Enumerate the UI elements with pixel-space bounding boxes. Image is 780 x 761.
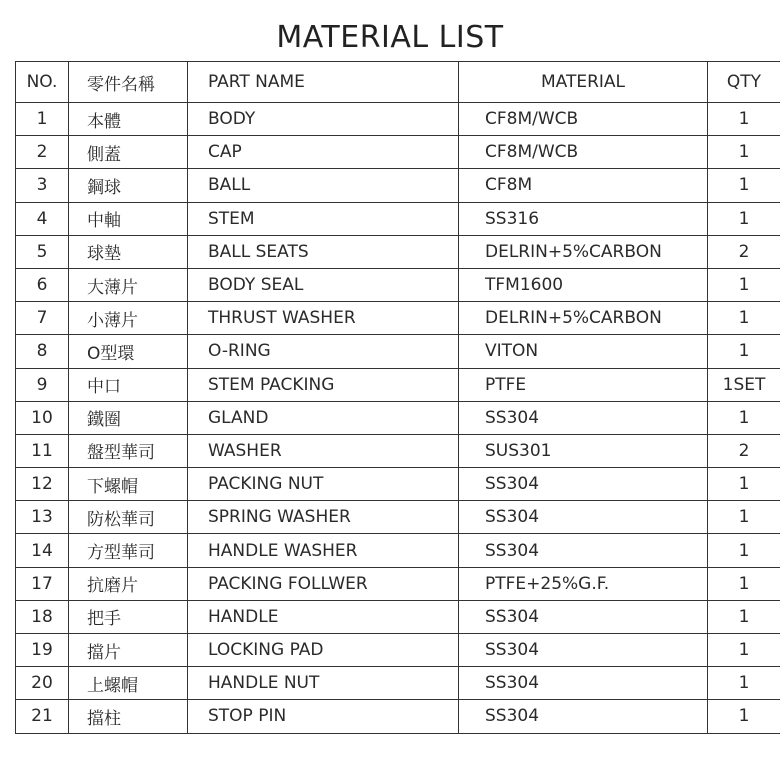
cell-no: 11 (16, 434, 69, 467)
cell-part-name: SPRING WASHER (188, 501, 459, 534)
cell-qty: 1 (708, 302, 780, 335)
table-row (16, 268, 780, 301)
header-qty: QTY (708, 62, 780, 103)
header-no: NO. (16, 62, 69, 103)
table-row (16, 468, 780, 501)
cell-material: DELRIN+5%CARBON (459, 302, 708, 335)
cell-part-name: O-RING (188, 335, 459, 368)
cell-material: SS304 (459, 401, 708, 434)
table-row (16, 567, 780, 600)
cell-no: 1 (16, 103, 69, 136)
cell-part-name: STEM PACKING (188, 368, 459, 401)
cell-material: SS304 (459, 534, 708, 567)
cell-no: 8 (16, 335, 69, 368)
cell-material: PTFE (459, 368, 708, 401)
cell-no: 5 (16, 235, 69, 268)
cell-material: SS304 (459, 634, 708, 667)
cell-material: CF8M/WCB (459, 103, 708, 136)
cell-qty: 1 (708, 567, 780, 600)
cell-material: PTFE+25%G.F. (459, 567, 708, 600)
table-row (16, 103, 780, 136)
cell-chinese-part-name: 把手 (69, 600, 188, 633)
cell-material: SUS301 (459, 434, 708, 467)
cell-part-name: PACKING NUT (188, 468, 459, 501)
cell-chinese-part-name: 側蓋 (69, 136, 188, 169)
cell-chinese-part-name: 本體 (69, 103, 188, 136)
cell-part-name: BALL (188, 169, 459, 202)
cell-no: 10 (16, 401, 69, 434)
cell-material: SS316 (459, 202, 708, 235)
cell-material: TFM1600 (459, 268, 708, 301)
table-row (16, 202, 780, 235)
cell-material: CF8M/WCB (459, 136, 708, 169)
table-row (16, 434, 780, 467)
material-table (15, 61, 780, 734)
cell-material: SS304 (459, 600, 708, 633)
cell-part-name: HANDLE WASHER (188, 534, 459, 567)
cell-qty: 1 (708, 169, 780, 202)
cell-part-name: STEM (188, 202, 459, 235)
cell-qty: 1 (708, 634, 780, 667)
cell-chinese-part-name: 抗磨片 (69, 567, 188, 600)
cell-chinese-part-name: 防松華司 (69, 501, 188, 534)
cell-part-name: HANDLE NUT (188, 667, 459, 700)
table-row (16, 534, 780, 567)
table-body (16, 103, 780, 734)
cell-chinese-part-name: 方型華司 (69, 534, 188, 567)
table-row (16, 368, 780, 401)
header-row (16, 62, 780, 103)
table-row (16, 501, 780, 534)
cell-chinese-part-name: 中口 (69, 368, 188, 401)
table-row (16, 600, 780, 633)
cell-no: 13 (16, 501, 69, 534)
cell-no: 6 (16, 268, 69, 301)
cell-qty: 1 (708, 600, 780, 633)
cell-chinese-part-name: 大薄片 (69, 268, 188, 301)
cell-part-name: CAP (188, 136, 459, 169)
table-row (16, 235, 780, 268)
cell-no: 7 (16, 302, 69, 335)
cell-qty: 1 (708, 202, 780, 235)
cell-part-name: BODY (188, 103, 459, 136)
cell-part-name: BODY SEAL (188, 268, 459, 301)
table-row (16, 335, 780, 368)
cell-part-name: LOCKING PAD (188, 634, 459, 667)
table-row (16, 634, 780, 667)
cell-qty: 1 (708, 534, 780, 567)
cell-material: VITON (459, 335, 708, 368)
cell-qty: 1 (708, 468, 780, 501)
cell-no: 12 (16, 468, 69, 501)
cell-qty: 1 (708, 401, 780, 434)
cell-part-name: BALL SEATS (188, 235, 459, 268)
cell-qty: 1 (708, 136, 780, 169)
cell-no: 19 (16, 634, 69, 667)
cell-material: SS304 (459, 501, 708, 534)
cell-no: 18 (16, 600, 69, 633)
cell-part-name: GLAND (188, 401, 459, 434)
cell-no: 14 (16, 534, 69, 567)
cell-material: SS304 (459, 667, 708, 700)
cell-qty: 1SET (708, 368, 780, 401)
cell-chinese-part-name: 鐵圈 (69, 401, 188, 434)
cell-no: 17 (16, 567, 69, 600)
cell-material: SS304 (459, 700, 708, 733)
cell-no: 20 (16, 667, 69, 700)
table-row (16, 136, 780, 169)
cell-chinese-part-name: 上螺帽 (69, 667, 188, 700)
cell-chinese-part-name: 中軸 (69, 202, 188, 235)
header-chinese-part-name: 零件名稱 (69, 62, 188, 103)
table-header (16, 62, 780, 103)
cell-qty: 1 (708, 501, 780, 534)
cell-no: 2 (16, 136, 69, 169)
cell-chinese-part-name: 鋼球 (69, 169, 188, 202)
table-row (16, 667, 780, 700)
header-material: MATERIAL (459, 62, 708, 103)
cell-chinese-part-name: 下螺帽 (69, 468, 188, 501)
cell-qty: 2 (708, 235, 780, 268)
cell-no: 21 (16, 700, 69, 733)
table-row (16, 700, 780, 733)
cell-chinese-part-name: 盤型華司 (69, 434, 188, 467)
cell-material: CF8M (459, 169, 708, 202)
cell-material: SS304 (459, 468, 708, 501)
cell-qty: 1 (708, 667, 780, 700)
cell-part-name: THRUST WASHER (188, 302, 459, 335)
table-row (16, 401, 780, 434)
cell-part-name: HANDLE (188, 600, 459, 633)
cell-qty: 1 (708, 268, 780, 301)
cell-qty: 1 (708, 700, 780, 733)
cell-no: 3 (16, 169, 69, 202)
page-title: MATERIAL LIST (276, 20, 504, 55)
table-row (16, 169, 780, 202)
cell-chinese-part-name: 球墊 (69, 235, 188, 268)
cell-no: 9 (16, 368, 69, 401)
header-part-name: PART NAME (188, 62, 459, 103)
cell-chinese-part-name: 小薄片 (69, 302, 188, 335)
cell-qty: 1 (708, 335, 780, 368)
cell-chinese-part-name: 擋柱 (69, 700, 188, 733)
cell-material: DELRIN+5%CARBON (459, 235, 708, 268)
cell-chinese-part-name: 擋片 (69, 634, 188, 667)
cell-qty: 1 (708, 103, 780, 136)
table-row (16, 302, 780, 335)
cell-no: 4 (16, 202, 69, 235)
cell-part-name: STOP PIN (188, 700, 459, 733)
cell-qty: 2 (708, 434, 780, 467)
cell-chinese-part-name: O型環 (69, 335, 188, 368)
cell-part-name: WASHER (188, 434, 459, 467)
cell-part-name: PACKING FOLLWER (188, 567, 459, 600)
